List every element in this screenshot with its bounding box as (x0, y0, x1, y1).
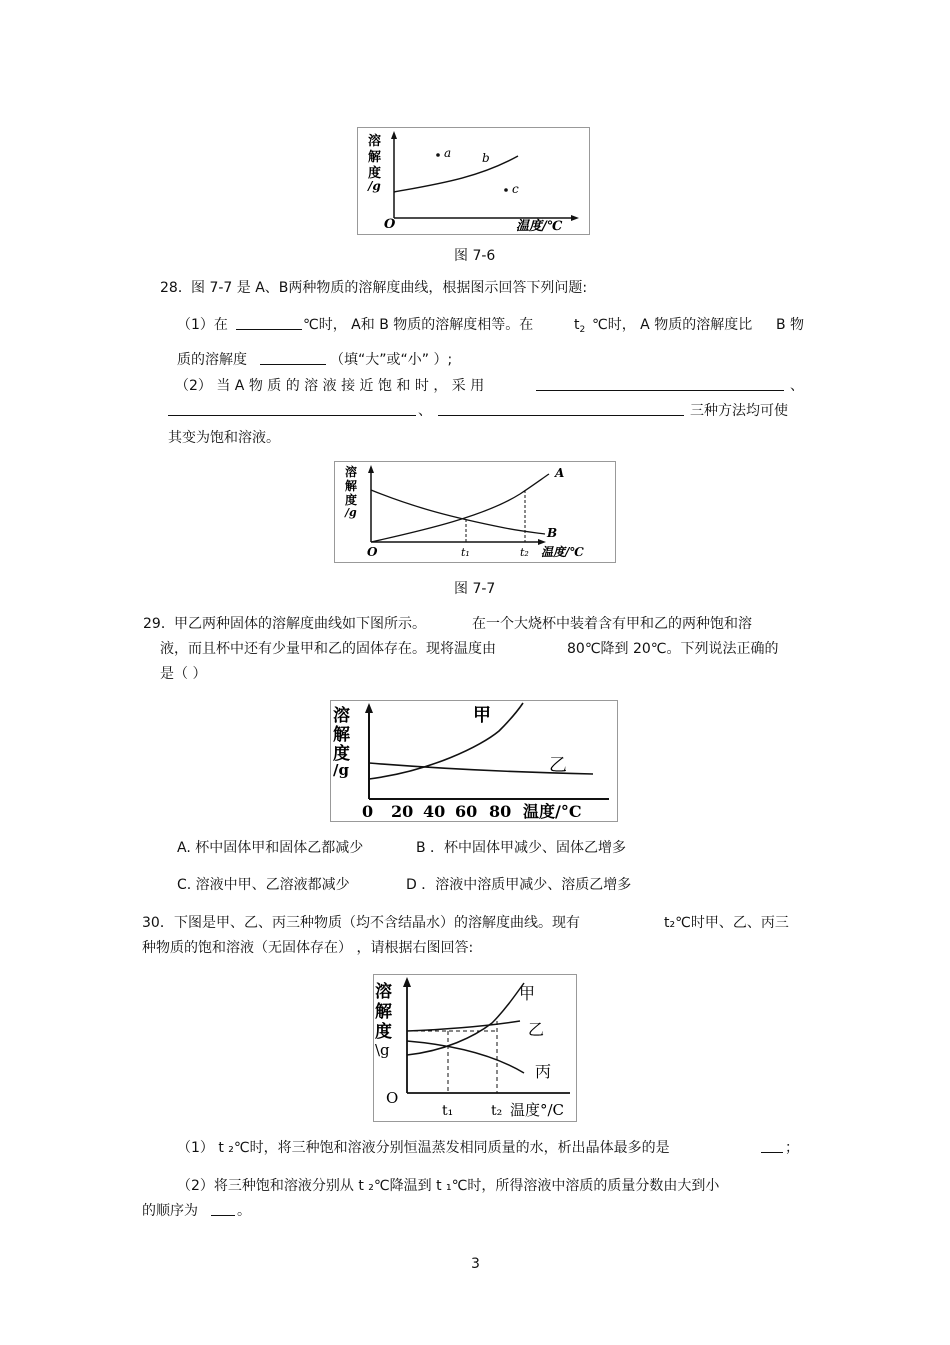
y-unit: /g (345, 506, 357, 519)
y-label-char: 解 (375, 1002, 392, 1022)
origin-label: O (386, 1089, 399, 1107)
q29-line1b: 在一个大烧杯中装着含有甲和乙的两种饱和溶 (472, 616, 752, 632)
answer-blank[interactable] (236, 315, 302, 330)
q30-p1-end: ； (785, 1140, 799, 1156)
t2-label: t₂ (491, 1103, 503, 1119)
figure-7-6 (357, 127, 590, 235)
x-tick-label: 40 (423, 802, 446, 821)
figure-q29 (330, 700, 618, 822)
curve-b (371, 490, 545, 534)
y-label-char: 解 (333, 725, 350, 745)
origin-label: O (367, 545, 378, 559)
q28-p2-c: 其变为饱和溶液。 (168, 430, 280, 446)
point-c (504, 188, 508, 192)
x-tick-label: 20 (391, 802, 414, 821)
q28-p1-d: B 物 (776, 317, 805, 333)
curve-b (394, 156, 518, 192)
point-a (436, 153, 440, 157)
figure-7-6-caption: 图 7-6 (454, 248, 496, 264)
q30-p2: （2）将三种饱和溶液分别从 t ₂℃降温到 t ₁℃时，所得溶液中溶质的质量分数由大到小 (177, 1178, 720, 1194)
curve-yi-label: 乙 (528, 1020, 545, 1039)
q28-p1-f: （填“大”或“小” ）; (330, 352, 453, 368)
y-label-char: 度 (368, 166, 382, 181)
answer-blank[interactable] (260, 350, 326, 365)
q30-line1: 下图是甲、乙、丙三种物质（均不含结晶水）的溶解度曲线。现有 (174, 915, 580, 931)
curve-bing-label: 丙 (535, 1062, 552, 1081)
q28-p1-b: ℃时， A和 B 物质的溶解度相等。在 (303, 317, 534, 333)
q28-intro: 图 7-7 是 A、B两种物质的溶解度曲线，根据图示回答下列问题: (191, 280, 588, 296)
curve-yi (407, 1021, 520, 1031)
q29-line3: 是（ ） (160, 666, 207, 682)
q28-p2-sep: 、 (418, 403, 432, 419)
curve-yi-label: 乙 (549, 755, 567, 776)
x-tick-label: 60 (455, 802, 478, 821)
t1-label: t₁ (461, 546, 470, 559)
x-axis-label: 温度/℃ (516, 219, 563, 234)
y-label-char: 溶 (375, 982, 392, 1002)
q28-p1-e: 质的溶解度 (177, 352, 247, 368)
y-label-char: 解 (368, 150, 382, 165)
x-tick-label: 0 (362, 802, 374, 821)
answer-blank[interactable] (211, 1201, 235, 1216)
curve-b-label: B (547, 526, 558, 540)
y-label-char: 度 (375, 1022, 392, 1042)
q29-line2: 液，而且杯中还有少量甲和乙的固体存在。现将温度由 (160, 641, 496, 657)
x-tick-label: 80 (489, 802, 512, 821)
y-label-char: 度 (345, 493, 358, 507)
q29-option-d[interactable]: D ．溶液中溶质甲减少、溶质乙增多 (406, 877, 632, 893)
q30-line2: 种物质的饱和溶液（无固体存在） ，请根据右图回答: (142, 940, 474, 956)
q28-p2-sep: 、 (790, 378, 804, 394)
q28-p1-c: ℃时， A 物质的溶解度比 (592, 317, 753, 333)
figure-q30 (373, 974, 577, 1122)
q30-line1b: t₂℃时甲、乙、丙三 (664, 915, 789, 931)
figure-7-7-caption: 图 7-7 (454, 581, 496, 597)
y-label-char: 度 (333, 744, 350, 764)
q28-p1-a: （1）在 (177, 317, 228, 333)
q29-option-b[interactable]: B ．杯中固体甲减少、固体乙增多 (416, 840, 627, 856)
y-label-char: 溶 (333, 706, 350, 726)
q30-p2-end: 。 (237, 1203, 251, 1219)
curve-jia (407, 983, 524, 1055)
page-number: 3 (471, 1256, 480, 1272)
q28-number: 28． (160, 280, 192, 296)
y-label-char: 溶 (368, 134, 382, 149)
x-axis-label: 温度/℃ (541, 545, 584, 559)
q29-number: 29． (143, 616, 175, 632)
q30-p2-b: 的顺序为 (142, 1203, 198, 1219)
y-unit: /g (333, 761, 349, 779)
q29-line2b: 80℃降到 20℃。下列说法正确的 (567, 641, 779, 657)
point-a-label: a (444, 146, 452, 160)
y-label-char: 溶 (345, 465, 358, 479)
x-axis-label: 温度°/C (510, 1101, 565, 1119)
q28-p2-a: （2） 当 A 物 质 的 溶 液 接 近 饱 和 时 ， 采 用 (175, 378, 485, 394)
q28-p2-b: 三种方法均可使 (690, 403, 788, 419)
curve-a (371, 474, 549, 542)
figure-7-7 (334, 461, 616, 563)
q30-number: 30． (142, 915, 174, 931)
curve-bing (407, 1041, 524, 1073)
point-c-label: c (512, 182, 519, 196)
t1-label: t₁ (442, 1103, 454, 1119)
y-label-char: 解 (345, 479, 358, 493)
origin-label: O (384, 217, 396, 232)
x-axis-label: 温度/°C (523, 802, 582, 821)
q29-option-c[interactable]: C. 溶液中甲、乙溶液都减少 (177, 877, 350, 893)
curve-jia-label: 甲 (519, 984, 536, 1003)
y-unit: \g (375, 1041, 390, 1059)
q29-line1: 甲乙两种固体的溶解度曲线如下图所示。 (174, 616, 426, 632)
q30-p1: （1） t ₂℃时，将三种饱和溶液分别恒温蒸发相同质量的水，析出晶体最多的是 (177, 1140, 670, 1156)
q28-p1-t2: $t_2$ (574, 317, 586, 335)
curve-b-label: b (482, 151, 490, 165)
answer-blank[interactable] (761, 1138, 783, 1153)
curve-jia-label: 甲 (473, 705, 491, 726)
y-unit: /g (368, 179, 381, 193)
t2-label: t₂ (520, 546, 529, 559)
curve-a-label: A (555, 466, 565, 480)
q29-option-a[interactable]: A. 杯中固体甲和固体乙都减少 (177, 840, 364, 856)
answer-blank[interactable] (168, 401, 416, 416)
answer-blank[interactable] (536, 376, 784, 391)
answer-blank[interactable] (438, 401, 684, 416)
